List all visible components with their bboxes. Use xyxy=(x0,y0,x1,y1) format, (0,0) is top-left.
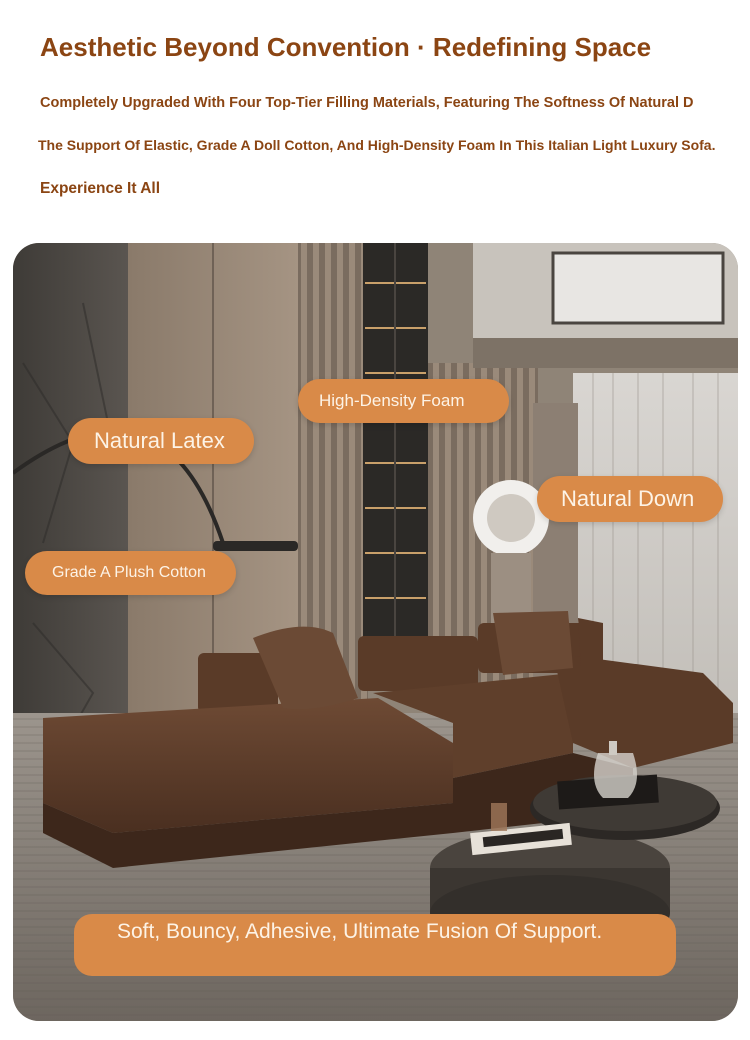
natural-down-label: Natural Down xyxy=(537,476,723,522)
support-banner: Soft, Bouncy, Adhesive, Ultimate Fusion Of Support. xyxy=(74,914,676,976)
natural-latex-label: Natural Latex xyxy=(68,418,254,464)
intro-line-3: Experience It All xyxy=(40,180,161,197)
sofa-room-photo xyxy=(13,243,738,1021)
intro-line-2: The Support Of Elastic, Grade A Doll Cotton, And High-Density Foam In This Italian Light Luxury Sofa. xyxy=(38,137,716,153)
plush-cotton-label: Grade A Plush Cotton xyxy=(25,551,236,595)
intro-line-1: Completely Upgraded With Four Top-Tier Filling Materials, Featuring The Softness Of Natural D xyxy=(40,95,694,111)
high-density-foam-label: High-Density Foam xyxy=(298,379,509,423)
page-title: Aesthetic Beyond Convention · Redefining Space xyxy=(40,32,652,62)
